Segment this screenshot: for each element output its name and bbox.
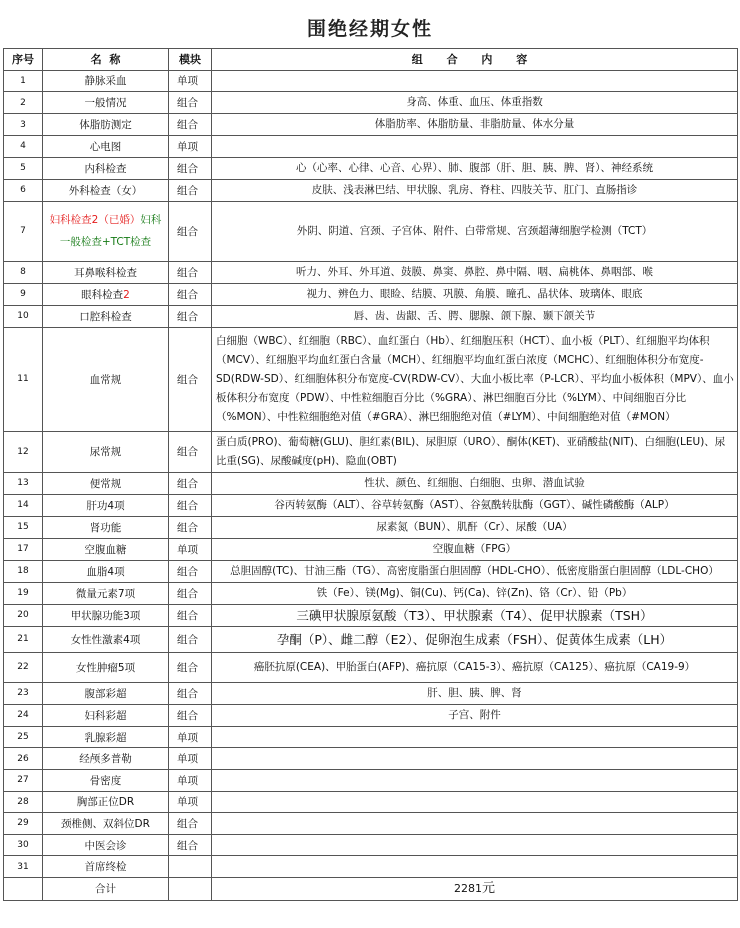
row-module: 组合 [169, 201, 212, 261]
row-index: 8 [4, 261, 43, 283]
row-name-text: 血脂4项 [86, 565, 125, 578]
total-value-cell [212, 877, 738, 900]
table-row [4, 283, 738, 305]
table-row [4, 431, 738, 472]
row-content: 心（心率、心律、心音、心界）、肺、腹部（肝、胆、胰、脾、肾）、神经系统 [212, 157, 738, 179]
row-name [43, 516, 169, 538]
table-row [4, 704, 738, 726]
row-name [43, 431, 169, 472]
row-name-suffix: 2 [123, 288, 130, 301]
row-name-text: 眼科检查 [81, 288, 124, 301]
row-index: 25 [4, 726, 43, 748]
row-index: 3 [4, 114, 43, 136]
table-row [4, 70, 738, 92]
table-row [4, 560, 738, 582]
row-name-text: 甲状腺功能3项 [70, 609, 141, 622]
row-index: 20 [4, 604, 43, 626]
row-module: 组合 [169, 516, 212, 538]
table-row [4, 327, 738, 431]
row-name [43, 494, 169, 516]
row-module: 组合 [169, 560, 212, 582]
total-empty-cell [4, 877, 43, 900]
row-content: 蛋白质(PRO)、葡萄糖(GLU)、胆红素(BIL)、尿胆原（URO）、酮体(KET)、亚硝酸盐(NIT)、白细胞(LEU)、尿比重(SG)、尿酸碱度(pH)、隐血(OBT) [212, 431, 738, 472]
row-name-text: 心电图 [89, 140, 122, 153]
row-module: 组合 [169, 157, 212, 179]
row-index: 12 [4, 431, 43, 472]
row-content: 视力、辨色力、眼睑、结膜、巩膜、角膜、瞳孔、晶状体、玻璃体、眼底 [212, 283, 738, 305]
row-name-text: 肾功能 [89, 521, 122, 534]
table-row [4, 652, 738, 682]
table-row [4, 538, 738, 560]
row-content: 癌胚抗原(CEA)、甲胎蛋白(AFP)、癌抗原（CA15-3）、癌抗原（CA125）、癌抗原（CA19-9） [212, 652, 738, 682]
row-name-text: 口腔科检查 [79, 310, 132, 323]
row-name [43, 682, 169, 704]
row-index: 15 [4, 516, 43, 538]
row-module: 组合 [169, 431, 212, 472]
row-name [43, 472, 169, 494]
row-content [212, 791, 738, 813]
row-module: 单项 [169, 136, 212, 158]
row-module: 组合 [169, 652, 212, 682]
table-row [4, 472, 738, 494]
table-row [4, 856, 738, 878]
table-row [4, 626, 738, 652]
row-index: 27 [4, 769, 43, 791]
table-row [4, 114, 738, 136]
row-name-text: 胸部正位DR [76, 796, 135, 809]
row-index: 17 [4, 538, 43, 560]
row-module: 组合 [169, 283, 212, 305]
row-name [43, 791, 169, 813]
row-index: 4 [4, 136, 43, 158]
row-content [212, 748, 738, 770]
row-index: 21 [4, 626, 43, 652]
row-index: 13 [4, 472, 43, 494]
row-name-text: 妇科彩超 [84, 709, 127, 722]
package-table [3, 48, 738, 901]
row-name [43, 201, 169, 261]
row-module: 单项 [169, 791, 212, 813]
total-value: 2281 [453, 882, 482, 896]
row-index: 26 [4, 748, 43, 770]
row-name [43, 114, 169, 136]
row-index: 30 [4, 834, 43, 856]
row-name-text: 体脂肪测定 [79, 119, 132, 132]
row-content [212, 856, 738, 878]
row-module: 组合 [169, 626, 212, 652]
row-index: 28 [4, 791, 43, 813]
row-module: 组合 [169, 92, 212, 114]
row-content: 唇、齿、齿龈、舌、腭、腮腺、颌下腺、颞下颌关节 [212, 305, 738, 327]
row-module: 组合 [169, 261, 212, 283]
row-module: 单项 [169, 538, 212, 560]
table-row [4, 201, 738, 261]
row-index: 10 [4, 305, 43, 327]
row-index: 2 [4, 92, 43, 114]
row-module: 组合 [169, 494, 212, 516]
row-name [43, 179, 169, 201]
row-content: 总胆固醇(TC)、甘油三酯（TG）、高密度脂蛋白胆固醇（HDL-CHO）、低密度脂蛋白胆固醇（LDL-CHO） [212, 560, 738, 582]
row-name [43, 604, 169, 626]
row-name-text: 首席终检 [84, 861, 127, 874]
row-name [43, 652, 169, 682]
row-index: 7 [4, 201, 43, 261]
row-module: 单项 [169, 748, 212, 770]
row-name [43, 834, 169, 856]
table-row [4, 582, 738, 604]
row-name [43, 305, 169, 327]
row-index: 18 [4, 560, 43, 582]
table-row [4, 834, 738, 856]
row-content: 空腹血糖（FPG） [212, 538, 738, 560]
row-name-text: 外科检查（女） [68, 184, 143, 197]
header-module: 模块 [169, 49, 212, 71]
row-module: 组合 [169, 472, 212, 494]
header-name: 名 称 [43, 49, 169, 71]
total-module-cell [169, 877, 212, 900]
table-row [4, 92, 738, 114]
row-module: 组合 [169, 179, 212, 201]
row-content: 孕酮（P）、雌二醇（E2）、促卵泡生成素（FSH）、促黄体生成素（LH） [212, 626, 738, 652]
table-row [4, 748, 738, 770]
table-row [4, 157, 738, 179]
row-name [43, 769, 169, 791]
row-content: 性状、颜色、红细胞、白细胞、虫卵、潜血试验 [212, 472, 738, 494]
table-row [4, 516, 738, 538]
row-module: 组合 [169, 604, 212, 626]
row-name [43, 813, 169, 835]
row-name [43, 560, 169, 582]
row-module: 单项 [169, 769, 212, 791]
row-module: 组合 [169, 582, 212, 604]
row-content: 外阴、阴道、宫颈、子宫体、附件、白带常规、宫颈超薄细胞学检测（TCT） [212, 201, 738, 261]
row-module: 组合 [169, 327, 212, 431]
table-row [4, 682, 738, 704]
row-content: 尿素氮（BUN）、肌酐（Cr）、尿酸（UA） [212, 516, 738, 538]
row-index: 24 [4, 704, 43, 726]
row-name [43, 327, 169, 431]
row-module [169, 856, 212, 878]
row-module: 组合 [169, 305, 212, 327]
row-name [43, 582, 169, 604]
row-name-text: 便常规 [89, 477, 122, 490]
table-row [4, 494, 738, 516]
row-name [43, 261, 169, 283]
row-content [212, 834, 738, 856]
row-content: 铁（Fe）、镁(Mg)、铜(Cu)、钙(Ca)、锌(Zn)、铬（Cr）、铅（Pb） [212, 582, 738, 604]
row-module: 组合 [169, 834, 212, 856]
row-name-text: 女性性激素4项 [70, 633, 141, 646]
row-name [43, 748, 169, 770]
table-row [4, 791, 738, 813]
row-module: 组合 [169, 813, 212, 835]
row-module: 组合 [169, 114, 212, 136]
row-index: 1 [4, 70, 43, 92]
row-module: 组合 [169, 682, 212, 704]
row-content [212, 136, 738, 158]
row-name [43, 538, 169, 560]
row-name-text: 微量元素7项 [75, 587, 136, 600]
row-name [43, 283, 169, 305]
row-index: 19 [4, 582, 43, 604]
table-row [4, 726, 738, 748]
row-content: 谷丙转氨酶（ALT）、谷草转氨酶（AST）、谷氨酰转肽酶（GGT）、碱性磷酸酶（ALP） [212, 494, 738, 516]
row-name-text: 骨密度 [89, 774, 122, 787]
row-name-text: 静脉采血 [84, 75, 127, 88]
row-name [43, 70, 169, 92]
row-name-text: 尿常规 [89, 446, 122, 459]
row-name [43, 726, 169, 748]
row-content: 皮肤、浅表淋巴结、甲状腺、乳房、脊柱、四肢关节、肛门、直肠指诊 [212, 179, 738, 201]
row-name-text: 肝功4项 [86, 499, 125, 512]
row-name-green: 妇科一般检查+TCT检查 [59, 214, 162, 249]
row-content [212, 813, 738, 835]
table-row [4, 136, 738, 158]
row-index: 9 [4, 283, 43, 305]
row-name-text: 颈椎侧、双斜位DR [61, 817, 150, 830]
total-label: 合计 [43, 877, 169, 900]
row-name-text: 空腹血糖 [84, 543, 127, 556]
row-index: 31 [4, 856, 43, 878]
header-content: 组 合 内 容 [212, 49, 738, 71]
row-module: 单项 [169, 70, 212, 92]
row-name-text: 一般情况 [84, 97, 127, 110]
row-index: 29 [4, 813, 43, 835]
row-content: 子宫、附件 [212, 704, 738, 726]
row-content: 听力、外耳、外耳道、鼓膜、鼻窦、鼻腔、鼻中隔、咽、扁桃体、鼻咽部、喉 [212, 261, 738, 283]
row-content [212, 726, 738, 748]
row-name-text: 中医会诊 [84, 839, 127, 852]
table-row [4, 305, 738, 327]
row-name-text: 腹部彩超 [84, 687, 127, 700]
row-content [212, 70, 738, 92]
row-module: 单项 [169, 726, 212, 748]
row-name [43, 92, 169, 114]
row-name-red: 妇科检查2（已婚） [49, 214, 141, 227]
row-index: 5 [4, 157, 43, 179]
table-row [4, 261, 738, 283]
row-content: 肝、胆、胰、脾、肾 [212, 682, 738, 704]
header-row [4, 49, 738, 71]
row-name [43, 856, 169, 878]
row-name [43, 136, 169, 158]
row-content: 身高、体重、血压、体重指数 [212, 92, 738, 114]
row-index: 11 [4, 327, 43, 431]
row-name-text: 血常规 [89, 373, 122, 386]
table-row [4, 813, 738, 835]
row-name-text: 经颅多普勒 [79, 753, 132, 766]
row-index: 22 [4, 652, 43, 682]
row-index: 23 [4, 682, 43, 704]
row-index: 14 [4, 494, 43, 516]
row-name-text: 内科检查 [84, 162, 127, 175]
table-row [4, 769, 738, 791]
row-content: 三碘甲状腺原氨酸（T3）、甲状腺素（T4）、促甲状腺素（TSH） [212, 604, 738, 626]
row-name-text: 乳腺彩超 [84, 731, 127, 744]
row-content: 体脂肪率、体脂肪量、非脂肪量、体水分量 [212, 114, 738, 136]
header-idx: 序号 [4, 49, 43, 71]
row-content: 白细胞（WBC）、红细胞（RBC）、血红蛋白（Hb）、红细胞压积（HCT）、血小板（PLT）、红细胞平均体积（MCV）、红细胞平均血红蛋白含量（MCH）、红细胞平均血红蛋白浓度（MCHC）、红细胞体积分布宽度-SD(RDW-SD）、红细胞体积分布宽度-CV(RDW-CV）、大血小板比率（P-LCR）、平均血小板体积（MPV）、血小板体积分布宽度（PDW）、中性粒细胞百分比（%GRA）、淋巴细胞百分比（%LYM）、中间细胞百分比（%MON）、中性粒细胞绝对值（#GRA）、淋巴细胞绝对值（#LYM）、中间细胞绝对值（#MON） [212, 327, 738, 431]
table-row [4, 179, 738, 201]
row-module: 组合 [169, 704, 212, 726]
row-index: 6 [4, 179, 43, 201]
row-content [212, 769, 738, 791]
total-unit: 元 [481, 881, 495, 897]
table-row [4, 604, 738, 626]
row-name [43, 704, 169, 726]
row-name-text: 女性肿瘤5项 [75, 661, 136, 674]
total-row [4, 877, 738, 900]
row-name [43, 157, 169, 179]
page-title: 围绝经期女性 [306, 18, 433, 40]
row-name-text: 耳鼻喉科检查 [74, 266, 137, 279]
row-name [43, 626, 169, 652]
